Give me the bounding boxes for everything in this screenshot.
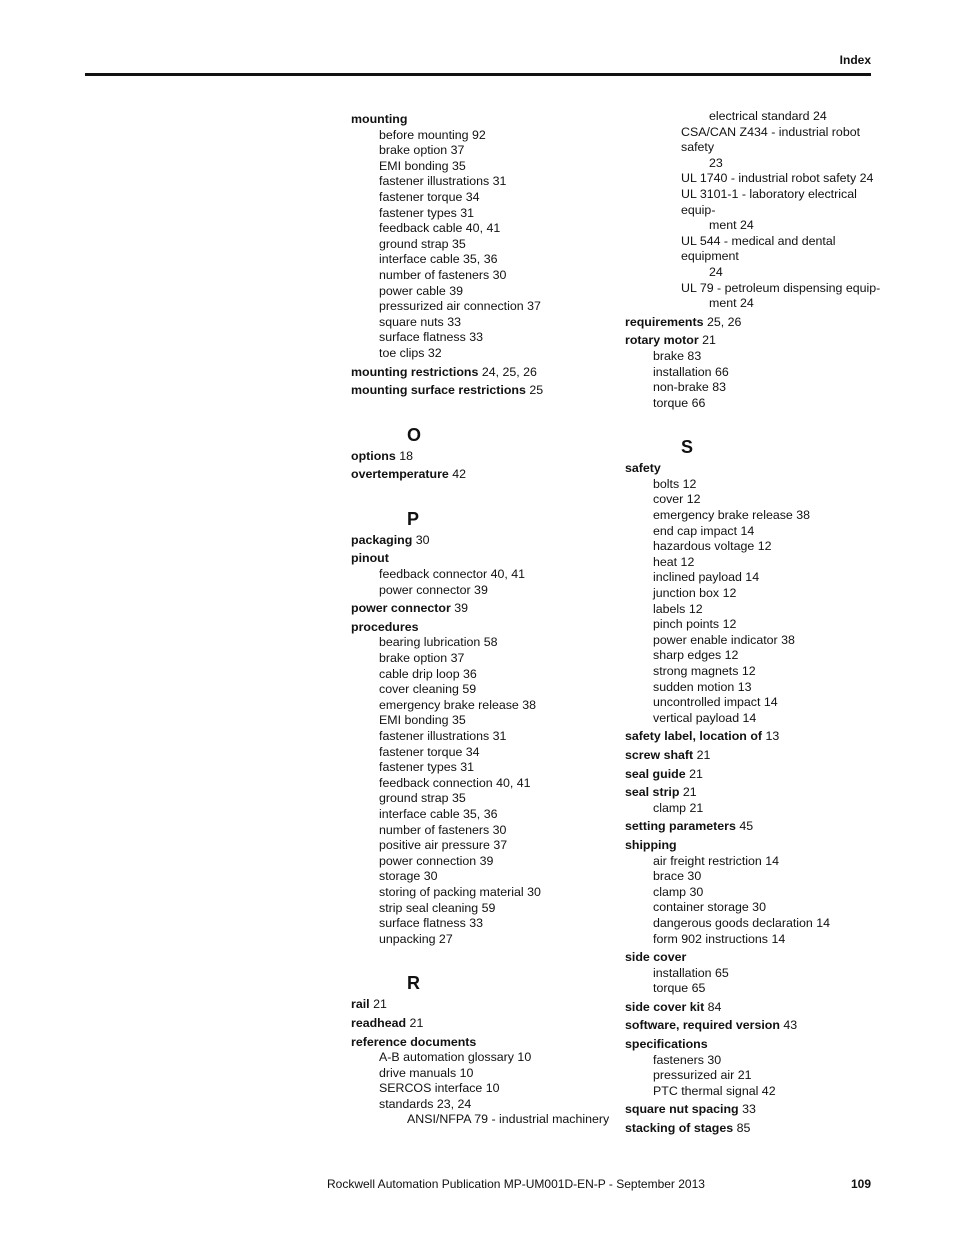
index-subentry: torque 65 bbox=[653, 981, 706, 996]
index-subentry: emergency brake release 38 bbox=[379, 697, 537, 712]
index-subentry: junction box 12 bbox=[653, 586, 737, 601]
index-term: mounting surface restrictions bbox=[351, 383, 526, 398]
index-subsubentry-text: UL 79 - petroleum dispensing equip- bbox=[681, 280, 881, 295]
index-subsubentry bbox=[625, 281, 885, 312]
index-entry bbox=[625, 461, 885, 477]
index-subentry: storing of packing material 30 bbox=[379, 884, 541, 899]
index-entry bbox=[625, 838, 885, 854]
index-subentry: torque 66 bbox=[653, 395, 706, 410]
index-subentry: surface flatness 33 bbox=[379, 916, 484, 931]
index-term: procedures bbox=[351, 619, 419, 634]
index-page-refs: 21 bbox=[373, 997, 387, 1012]
index-subsubentry-continuation: ment 24 bbox=[709, 296, 754, 311]
index-subentry: uncontrolled impact 14 bbox=[653, 695, 778, 710]
index-subentry: fastener torque 34 bbox=[379, 744, 480, 759]
index-subentry: power enable indicator 38 bbox=[653, 632, 795, 647]
index-subentry: brake option 37 bbox=[379, 143, 465, 158]
index-subentry: fastener illustrations 31 bbox=[379, 729, 507, 743]
index-term: square nut spacing bbox=[625, 1102, 739, 1117]
index-subentry: ground strap 35 bbox=[379, 791, 466, 806]
index-entry bbox=[625, 1000, 885, 1016]
index-subentry: standards 23, 24 bbox=[379, 1096, 472, 1111]
index-entry bbox=[625, 333, 885, 349]
index-subentry: cover cleaning 59 bbox=[379, 682, 477, 697]
index-subentry: emergency brake release 38 bbox=[653, 508, 811, 523]
index-term: screw shaft bbox=[625, 747, 694, 762]
index-page-refs: 21 bbox=[409, 1015, 424, 1030]
index-subsubentry bbox=[625, 187, 885, 234]
footer-publication: Rockwell Automation Publication MP-UM001D-EN-P - September 2013 bbox=[327, 1177, 705, 1191]
index-entry bbox=[625, 1037, 885, 1053]
index-subsubentry bbox=[625, 234, 885, 281]
index-page-refs: 21 bbox=[689, 766, 703, 781]
index-page-refs: 45 bbox=[739, 819, 754, 834]
index-subentry: container storage 30 bbox=[653, 900, 766, 915]
index-term: mounting restrictions bbox=[351, 364, 479, 379]
index-subentry: form 902 instructions 14 bbox=[653, 931, 786, 946]
index-subentry: unpacking 27 bbox=[379, 931, 453, 946]
index-subentry: power connector 39 bbox=[379, 582, 488, 597]
index-entry bbox=[351, 449, 611, 465]
index-page-refs: 33 bbox=[742, 1102, 756, 1117]
index-subentry: brake option 37 bbox=[379, 651, 465, 666]
index-subentry: positive air pressure 37 bbox=[379, 838, 508, 853]
index-subentry: fastener types 31 bbox=[379, 205, 475, 220]
index-subentry: number of fasteners 30 bbox=[379, 267, 507, 282]
index-subentry: brace 30 bbox=[653, 869, 702, 884]
index-term: rotary motor bbox=[625, 333, 699, 348]
index-subentry: sharp edges 12 bbox=[653, 648, 739, 663]
index-subentry: bearing lubrication 58 bbox=[379, 635, 498, 650]
index-subentry: drive manuals 10 bbox=[379, 1065, 474, 1080]
index-entry bbox=[351, 551, 611, 567]
index-subentry: air freight restriction 14 bbox=[653, 853, 780, 868]
index-page-refs: 13 bbox=[765, 729, 780, 744]
index-subentry: strip seal cleaning 59 bbox=[379, 900, 496, 915]
index-term: readhead bbox=[351, 1015, 407, 1030]
index-entry bbox=[625, 315, 885, 331]
index-term: specifications bbox=[625, 1037, 708, 1052]
index-term: rail bbox=[351, 997, 370, 1012]
index-subentry: clamp 21 bbox=[653, 800, 704, 815]
index-term: software, required version bbox=[625, 1018, 780, 1033]
index-subentry: cover 12 bbox=[653, 492, 701, 507]
index-subentry: sudden motion 13 bbox=[653, 679, 752, 694]
index-entry bbox=[351, 467, 611, 483]
index-subentry: SERCOS interface 10 bbox=[379, 1081, 500, 1096]
index-subentry: bolts 12 bbox=[653, 476, 697, 491]
index-term: reference documents bbox=[351, 1034, 477, 1049]
index-term: mounting bbox=[351, 112, 408, 126]
index-subsubentry-continuation: 24 bbox=[709, 264, 723, 279]
index-subentry: installation 65 bbox=[653, 965, 729, 980]
index-page-refs: 21 bbox=[702, 333, 716, 348]
index-subentry: end cap impact 14 bbox=[653, 523, 755, 538]
index-entry bbox=[351, 620, 611, 636]
index-subentry: ground strap 35 bbox=[379, 236, 466, 251]
index-subentry: A-B automation glossary 10 bbox=[379, 1050, 532, 1065]
index-subentry: number of fasteners 30 bbox=[379, 822, 507, 837]
index-section-letter: S bbox=[681, 437, 694, 458]
index-subentry: interface cable 35, 36 bbox=[379, 806, 498, 821]
index-subentry: fasteners 30 bbox=[653, 1052, 722, 1067]
index-subentry: fastener types 31 bbox=[379, 760, 475, 775]
index-subentry: fastener torque 34 bbox=[379, 189, 480, 204]
index-subentry: surface flatness 33 bbox=[379, 330, 484, 345]
index-subentry: interface cable 35, 36 bbox=[379, 252, 498, 267]
index-entry bbox=[625, 1121, 885, 1137]
index-subsubentry bbox=[625, 125, 885, 172]
index-entry bbox=[351, 365, 611, 381]
index-subentry: power connection 39 bbox=[379, 853, 494, 868]
index-entry bbox=[625, 1102, 885, 1118]
index-page-refs: 21 bbox=[682, 785, 697, 800]
index-subentry: pressurized air 21 bbox=[653, 1068, 752, 1083]
header-rule bbox=[85, 73, 871, 76]
index-subentry: EMI bonding 35 bbox=[379, 158, 466, 173]
index-subentry: cable drip loop 36 bbox=[379, 666, 477, 681]
index-term: options bbox=[351, 448, 396, 463]
index-term: power connector bbox=[351, 601, 451, 616]
page-number: 109 bbox=[850, 1177, 871, 1191]
index-term: requirements bbox=[625, 314, 704, 329]
index-subentry: brake 83 bbox=[653, 348, 702, 363]
index-subentry: pinch points 12 bbox=[653, 617, 737, 632]
index-subsubentry-text: ANSI/NFPA 79 - industrial machinery bbox=[407, 1112, 610, 1127]
index-subsubentry bbox=[351, 1112, 611, 1128]
index-subentry: PTC thermal signal 42 bbox=[653, 1083, 776, 1098]
index-subentry: EMI bonding 35 bbox=[379, 713, 466, 728]
index-column-left bbox=[351, 109, 611, 1128]
index-subentry: pressurized air connection 37 bbox=[379, 299, 541, 314]
index-page-refs: 84 bbox=[707, 999, 722, 1014]
index-entry bbox=[625, 748, 885, 764]
index-page-refs: 42 bbox=[452, 467, 467, 482]
running-header-title: Index bbox=[839, 53, 871, 67]
index-entry bbox=[625, 819, 885, 835]
index-subentry: feedback connection 40, 41 bbox=[379, 775, 531, 790]
index-term: pinout bbox=[351, 551, 389, 566]
index-subsubentry-text: UL 3101-1 - laboratory electrical equip- bbox=[681, 186, 857, 217]
index-page-refs: 24, 25, 26 bbox=[481, 364, 537, 379]
index-entry bbox=[351, 1016, 611, 1032]
index-page-refs: 25 bbox=[529, 383, 544, 398]
index-subentry: dangerous goods declaration 14 bbox=[653, 915, 831, 930]
index-term: shipping bbox=[625, 837, 677, 852]
index-subentry: hazardous voltage 12 bbox=[653, 539, 772, 554]
index-term: setting parameters bbox=[625, 819, 736, 834]
index-subentry: non-brake 83 bbox=[653, 380, 727, 395]
index-entry bbox=[625, 1018, 885, 1034]
index-subentry: fastener illustrations 31 bbox=[379, 174, 507, 189]
index-subentry: installation 66 bbox=[653, 364, 729, 379]
index-subsubentry-continuation: 23 bbox=[709, 155, 723, 170]
index-subentry: before mounting 92 bbox=[379, 127, 486, 142]
index-term: stacking of stages bbox=[625, 1121, 734, 1136]
index-subsubentry-text: UL 544 - medical and dental equipment bbox=[681, 233, 836, 264]
index-subentry: square nuts 33 bbox=[379, 314, 461, 329]
index-subentry: storage 30 bbox=[379, 869, 438, 884]
index-column-right bbox=[625, 109, 885, 1137]
index-entry bbox=[351, 112, 611, 128]
index-subentry: vertical payload 14 bbox=[653, 710, 757, 725]
index-term: safety label, location of bbox=[625, 729, 763, 744]
index-subentry: heat 12 bbox=[653, 554, 695, 569]
index-entry bbox=[351, 383, 611, 399]
index-entry bbox=[625, 785, 885, 801]
index-term: overtemperature bbox=[351, 467, 449, 482]
index-subsubentry bbox=[625, 109, 885, 125]
index-entry bbox=[351, 997, 611, 1013]
index-page-refs: 39 bbox=[454, 601, 469, 616]
index-section-letter: O bbox=[407, 424, 422, 445]
index-entry bbox=[625, 767, 885, 783]
index-page-refs: 85 bbox=[736, 1121, 751, 1136]
index-subentry: labels 12 bbox=[653, 601, 703, 616]
index-page-refs: 30 bbox=[415, 532, 430, 547]
index-page-refs: 21 bbox=[696, 747, 711, 762]
index-section-letter: R bbox=[407, 973, 420, 994]
index-subsubentry-text: electrical standard 24 bbox=[709, 109, 827, 123]
index-subentry: inclined payload 14 bbox=[653, 570, 760, 585]
index-subentry: strong magnets 12 bbox=[653, 664, 756, 678]
index-entry bbox=[351, 1035, 611, 1051]
index-entry bbox=[351, 533, 611, 549]
index-entry bbox=[625, 729, 885, 745]
index-entry bbox=[625, 950, 885, 966]
index-section-letter: P bbox=[407, 508, 420, 529]
index-subsubentry bbox=[625, 171, 885, 187]
index-term: packaging bbox=[351, 532, 413, 547]
index-term: side cover kit bbox=[625, 999, 705, 1014]
index-term: side cover bbox=[625, 950, 687, 965]
index-subentry: clamp 30 bbox=[653, 884, 704, 899]
index-subsubentry-text: UL 1740 - industrial robot safety 24 bbox=[681, 171, 874, 186]
index-entry bbox=[351, 601, 611, 617]
index-subentry: power cable 39 bbox=[379, 283, 464, 298]
index-term: seal guide bbox=[625, 766, 686, 781]
index-page-refs: 18 bbox=[399, 448, 413, 463]
index-subentry: feedback connector 40, 41 bbox=[379, 567, 526, 582]
index-page-refs: 25, 26 bbox=[706, 314, 742, 329]
index-subentry: feedback cable 40, 41 bbox=[379, 221, 501, 236]
index-subsubentry-text: CSA/CAN Z434 - industrial robot safety bbox=[681, 124, 861, 155]
index-subentry: toe clips 32 bbox=[379, 345, 442, 360]
index-page-refs: 43 bbox=[783, 1018, 798, 1033]
index-subsubentry-continuation: ment 24 bbox=[709, 218, 754, 233]
index-term: seal strip bbox=[625, 785, 680, 800]
index-term: safety bbox=[625, 461, 661, 476]
